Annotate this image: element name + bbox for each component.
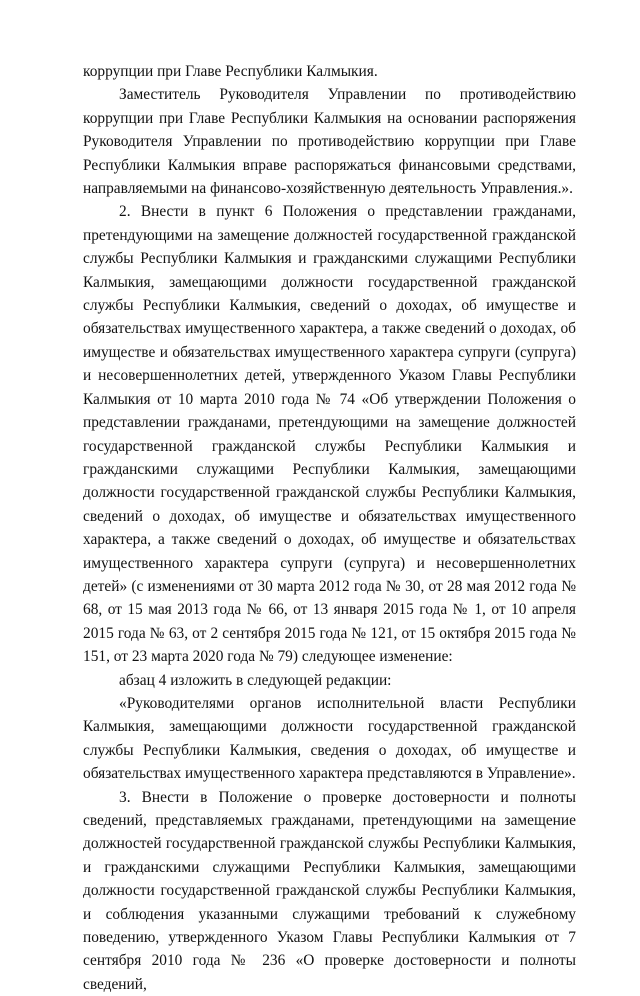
document-page	[83, 60, 576, 996]
paragraph-item-3: 3. Внести в Положение о проверке достоверности и полноты сведений, представляемых гражданами, претендующими на замещение должностей государственной гражданской службы Республики Калмыкия, и гражданскими служащими Республики Калмыкия, замещающими должности государственной гражданской службы Республики Калмыкия, и соблюдения указанными служащими требований к служебному поведению, утвержденного Указом Главы Республики Калмыкия от 7 сентября 2010 года № 236 «О проверке достоверности и полноты сведений,	[83, 788, 576, 993]
paragraph-continuation: коррупции при Главе Республики Калмыкия.	[83, 63, 378, 80]
paragraph-subitem-4: абзац 4 изложить в следующей редакции:	[119, 671, 392, 689]
paragraph-item-2: 2. Внести в пункт 6 Положения о представлении гражданами, претендующими на замещение должностей государственной гражданской службы Республики Калмыкия и гражданскими служащими Республики Калмыкия, замещающими должности государственной гражданской службы Республики Калмыкия, сведений о доходах, об имуществе и обязательствах имущественного характера, а также сведений о доходах, об имуществе и обязательствах имущественного характера супруги (супруга) и несовершеннолетних детей, утвержденного Указом Главы Республики Калмыкия от 10 марта 2010 года № 74 «Об утверждении Положения о представлении гражданами, претендующими на замещение должностей государственной гражданской службы Республики Калмыкия и гражданскими служащими Республики Калмыкия, замещающими должности государственной гражданской службы Республики Калмыкия, сведений о доходах, об имуществе и обязательствах имущественного характера, а также сведений о доходах, об имуществе и обязательствах имущественного характера супруги (супруга) и несовершеннолетних детей» (с изменениями от 30 марта 2012 года № 30, от 28 мая 2012 года № 68, от 15 мая 2013 года № 66, от 13 января 2015 года № 1, от 10 апреля 2015 года № 63, от 2 сентября 2015 года № 121, от 15 октября 2015 года № 151, от 23 марта 2020 года № 79) следующее изменение:	[83, 203, 576, 666]
paragraph-quoted-text: «Руководителями органов исполнительной власти Республики Калмыкия, замещающими должности государственной гражданской службы Республики Калмыкия, сведения о доходах, об имуществе и обязательствах имущественного характера представляются в Управление».	[83, 694, 576, 783]
paragraph-deputy-head: Заместитель Руководителя Управлении по противодействию коррупции при Главе Республики Калмыкия на основании распоряжения Руководителя Управлении по противодействию коррупции при Главе Республики Калмыкия вправе распоряжаться финансовыми средствами, направляемыми на финансово-хозяйственную деятельность Управления.».	[83, 86, 576, 198]
